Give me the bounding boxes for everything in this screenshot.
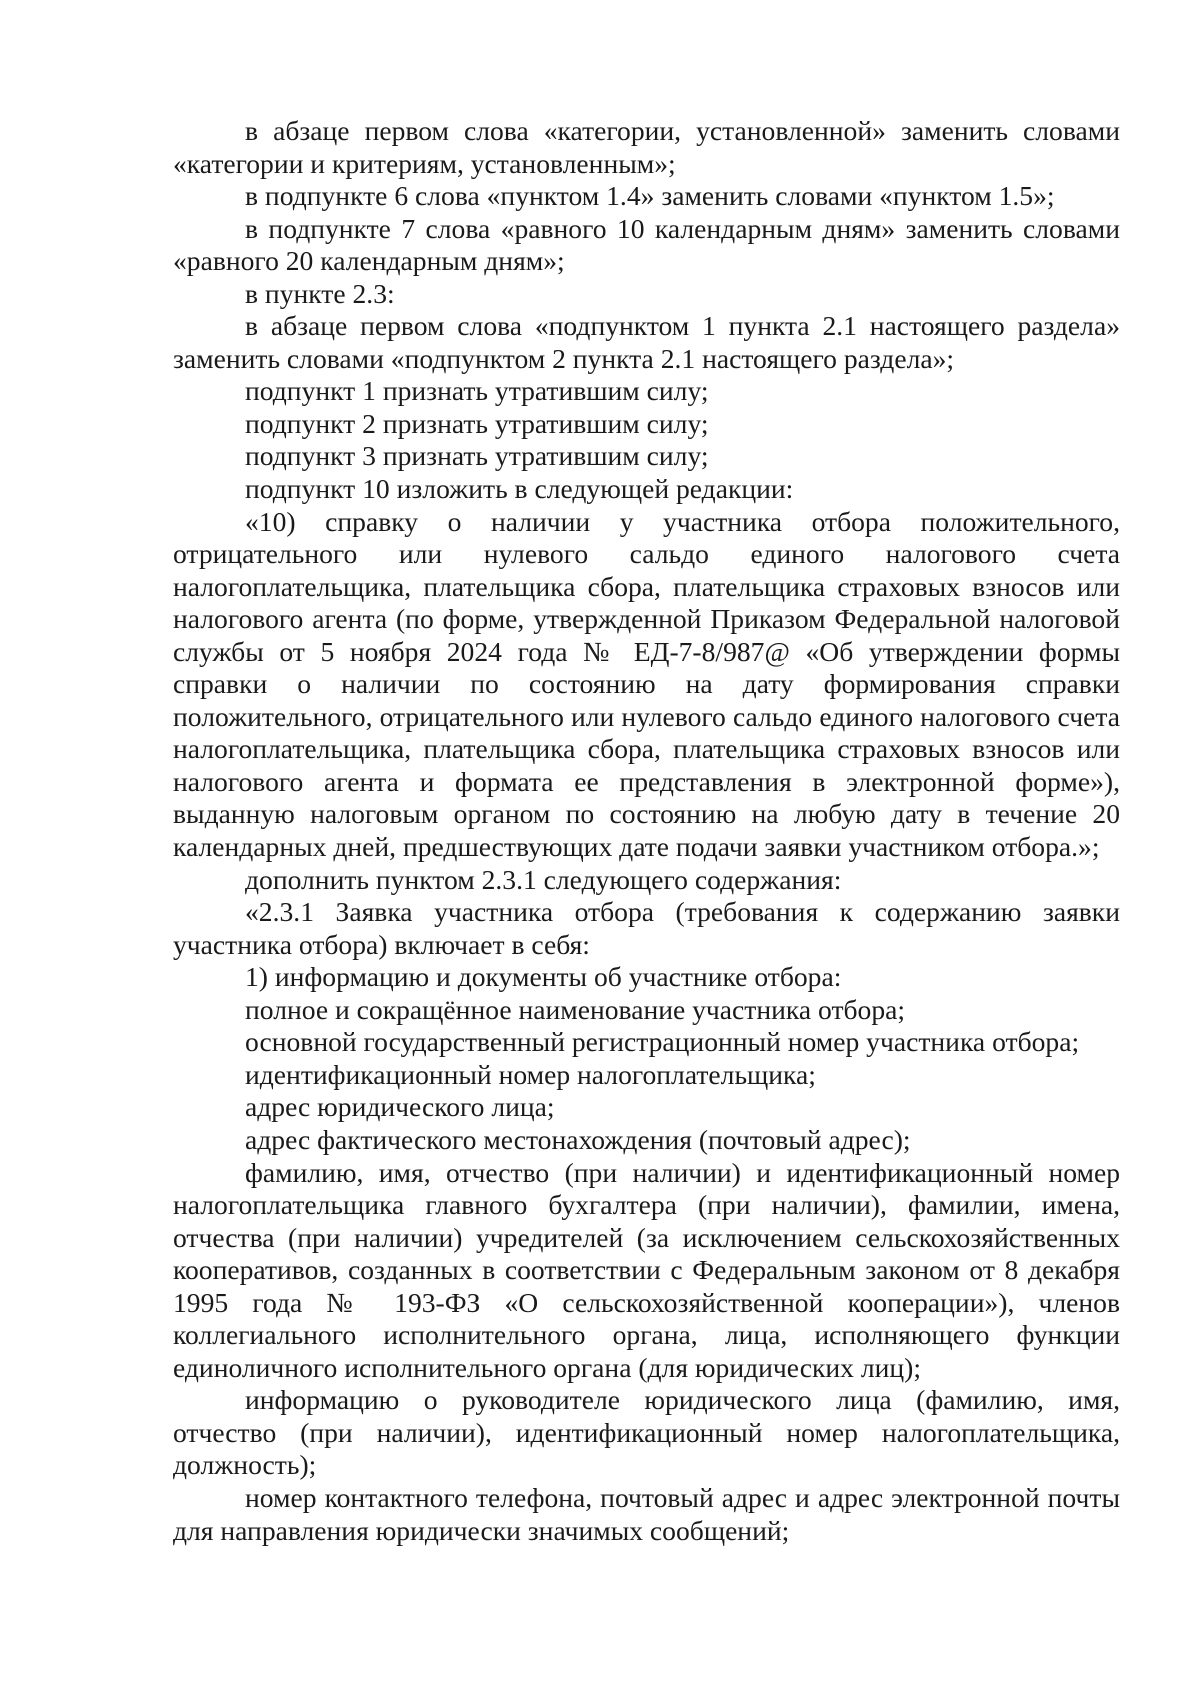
- document-body: [173, 115, 1120, 1547]
- paragraph-list-contacts: номер контактного телефона, почтовый адрес и адрес электронной почты для направления юридически значимых сообщений;: [173, 1481, 1120, 1546]
- paragraph-subpoint-10-intro: подпункт 10 изложить в следующей редакции:: [245, 473, 794, 505]
- paragraph-list-legal-address: адрес юридического лица;: [245, 1091, 555, 1123]
- paragraph-subpoint-3-void: подпункт 3 признать утратившим силу;: [245, 440, 709, 472]
- paragraph-list-ogrn: основной государственный регистрационный номер участника отбора;: [245, 1026, 1080, 1058]
- paragraph-list-accountant: фамилию, имя, отчество (при наличии) и идентификационный номер налогоплательщика главного бухгалтера (при наличии), фамилии, имена, отчества (при наличии) учредителей (за исключением сельскохозяйственных кооперативов, созданных в соответствии с Федеральным законом от 8 декабря 1995 года № 193-ФЗ «О сельскохозяйственной кооперации»), членов коллегиального исполнительного органа, лица, исполняющего функции единоличного исполнительного органа (для юридических лиц);: [173, 1156, 1120, 1383]
- paragraph-add-2-3-1: дополнить пунктом 2.3.1 следующего содержания:: [245, 863, 842, 895]
- paragraph-subpoint-10-text: «10) справку о наличии у участника отбора положительного, отрицательного или нулевого сальдо единого налогового счета налогоплательщика, плательщика сбора, плательщика страховых взносов или налогового агента (по форме, утвержденной Приказом Федеральной налоговой службы от 5 ноября 2024 года № ЕД-7-8/987@ «Об утверждении формы справки о наличии по состоянию на дату формирования справки положительного, отрицательного или нулевого сальдо единого налогового счета налогоплательщика, плательщика сбора, плательщика страховых взносов или налогового агента и формата ее представления в электронной форме»), выданную налоговым органом по состоянию на любую дату в течение 20 календарных дней, предшествующих дате подачи заявки участником отбора.»;: [173, 505, 1120, 863]
- paragraph-list-name: полное и сокращённое наименование участника отбора;: [245, 993, 906, 1025]
- paragraph-point-2-3: в пункте 2.3:: [245, 277, 395, 309]
- paragraph-list-actual-address: адрес фактического местонахождения (почтовый адрес);: [245, 1123, 911, 1155]
- paragraph-2-3-1-text: «2.3.1 Заявка участника отбора (требования к содержанию заявки участника отбора) включает в себя:: [173, 896, 1120, 960]
- paragraph-subpoint-1-void: подпункт 1 признать утратившим силу;: [245, 375, 709, 407]
- paragraph-subpoint-2-void: подпункт 2 признать утратившим силу;: [245, 407, 709, 439]
- paragraph-list-inn: идентификационный номер налогоплательщика;: [245, 1058, 816, 1090]
- paragraph-list-director: информацию о руководителе юридического лица (фамилию, имя, отчество (при наличии), идентификационный номер налогоплательщика, должность);: [173, 1384, 1120, 1481]
- paragraph-subpoint-6: в подпункте 6 слова «пунктом 1.4» заменить словами «пунктом 1.5»;: [245, 180, 1055, 212]
- paragraph-subpoint-7: в подпункте 7 слова «равного 10 календарным дням» заменить словами «равного 20 календарным дням»;: [173, 212, 1120, 277]
- paragraph-title-amendment: в абзаце первом слова «категории, установленной» заменить словами «категории и критериям, установленным»;: [173, 115, 1120, 179]
- paragraph-list-info: 1) информацию и документы об участнике отбора:: [245, 961, 842, 993]
- paragraph-first-abzac: в абзаце первом слова «подпунктом 1 пункта 2.1 настоящего раздела» заменить словами «подпунктом 2 пункта 2.1 настоящего раздела»;: [173, 310, 1120, 374]
